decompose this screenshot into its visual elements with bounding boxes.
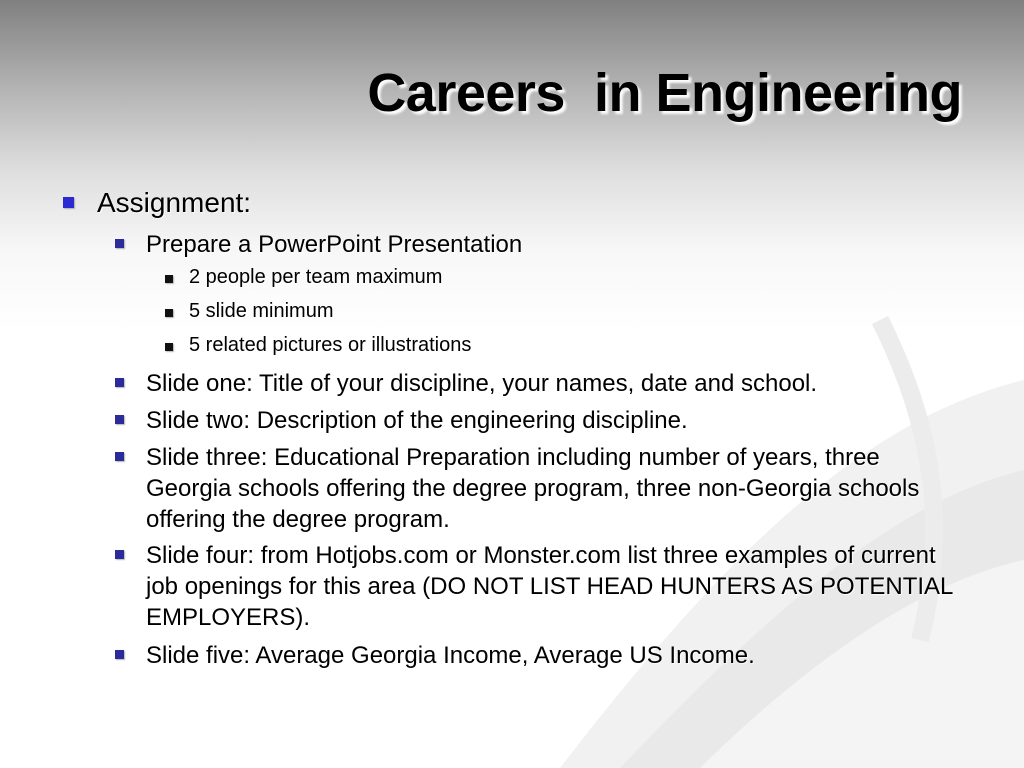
- bullet-text: Slide five: Average Georgia Income, Average US Income.: [146, 642, 755, 669]
- square-bullet-icon: [165, 343, 173, 351]
- square-bullet-icon: [115, 650, 124, 659]
- bullet-text: 5 slide minimum: [189, 300, 334, 322]
- bullet-text: Assignment:: [97, 187, 252, 218]
- bullet-assignment: [63, 186, 251, 219]
- bullet-prepare: [115, 229, 522, 260]
- bullet-text: Slide four: from Hotjobs.com or Monster.com list three examples of current job openings for this area (DO NOT LIST HEAD HUNTERS AS POTENTIAL EMPLOYERS).: [146, 542, 953, 631]
- square-bullet-icon: [115, 378, 124, 387]
- square-bullet-icon: [165, 309, 173, 317]
- bullet-text: 2 people per team maximum: [189, 266, 443, 288]
- slide-title: Careers in Engineering: [367, 63, 962, 123]
- bullet-slide-two: [115, 405, 688, 436]
- square-bullet-icon: [115, 415, 124, 424]
- bullet-text: 5 related pictures or illustrations: [189, 334, 472, 356]
- bullet-minimum: [165, 300, 333, 324]
- bullet-text: Slide three: Educational Preparation including number of years, three Georgia schools offering the degree program, three non-Georgia schools offering the degree program.: [146, 444, 920, 533]
- square-bullet-icon: [63, 197, 74, 208]
- bullet-text: Slide one: Title of your discipline, your names, date and school.: [146, 370, 818, 397]
- bullet-slide-four: [115, 540, 966, 633]
- bullet-slide-one: [115, 368, 817, 399]
- bullet-slide-three: [115, 442, 966, 535]
- bullet-team: [165, 266, 442, 290]
- square-bullet-icon: [115, 452, 124, 461]
- bullet-slide-five: [115, 640, 755, 671]
- square-bullet-icon: [115, 550, 124, 559]
- square-bullet-icon: [115, 239, 124, 248]
- square-bullet-icon: [165, 275, 173, 283]
- bullet-pictures: [165, 334, 471, 358]
- bullet-text: Prepare a PowerPoint Presentation: [146, 231, 523, 258]
- bullet-text: Slide two: Description of the engineering discipline.: [146, 407, 688, 434]
